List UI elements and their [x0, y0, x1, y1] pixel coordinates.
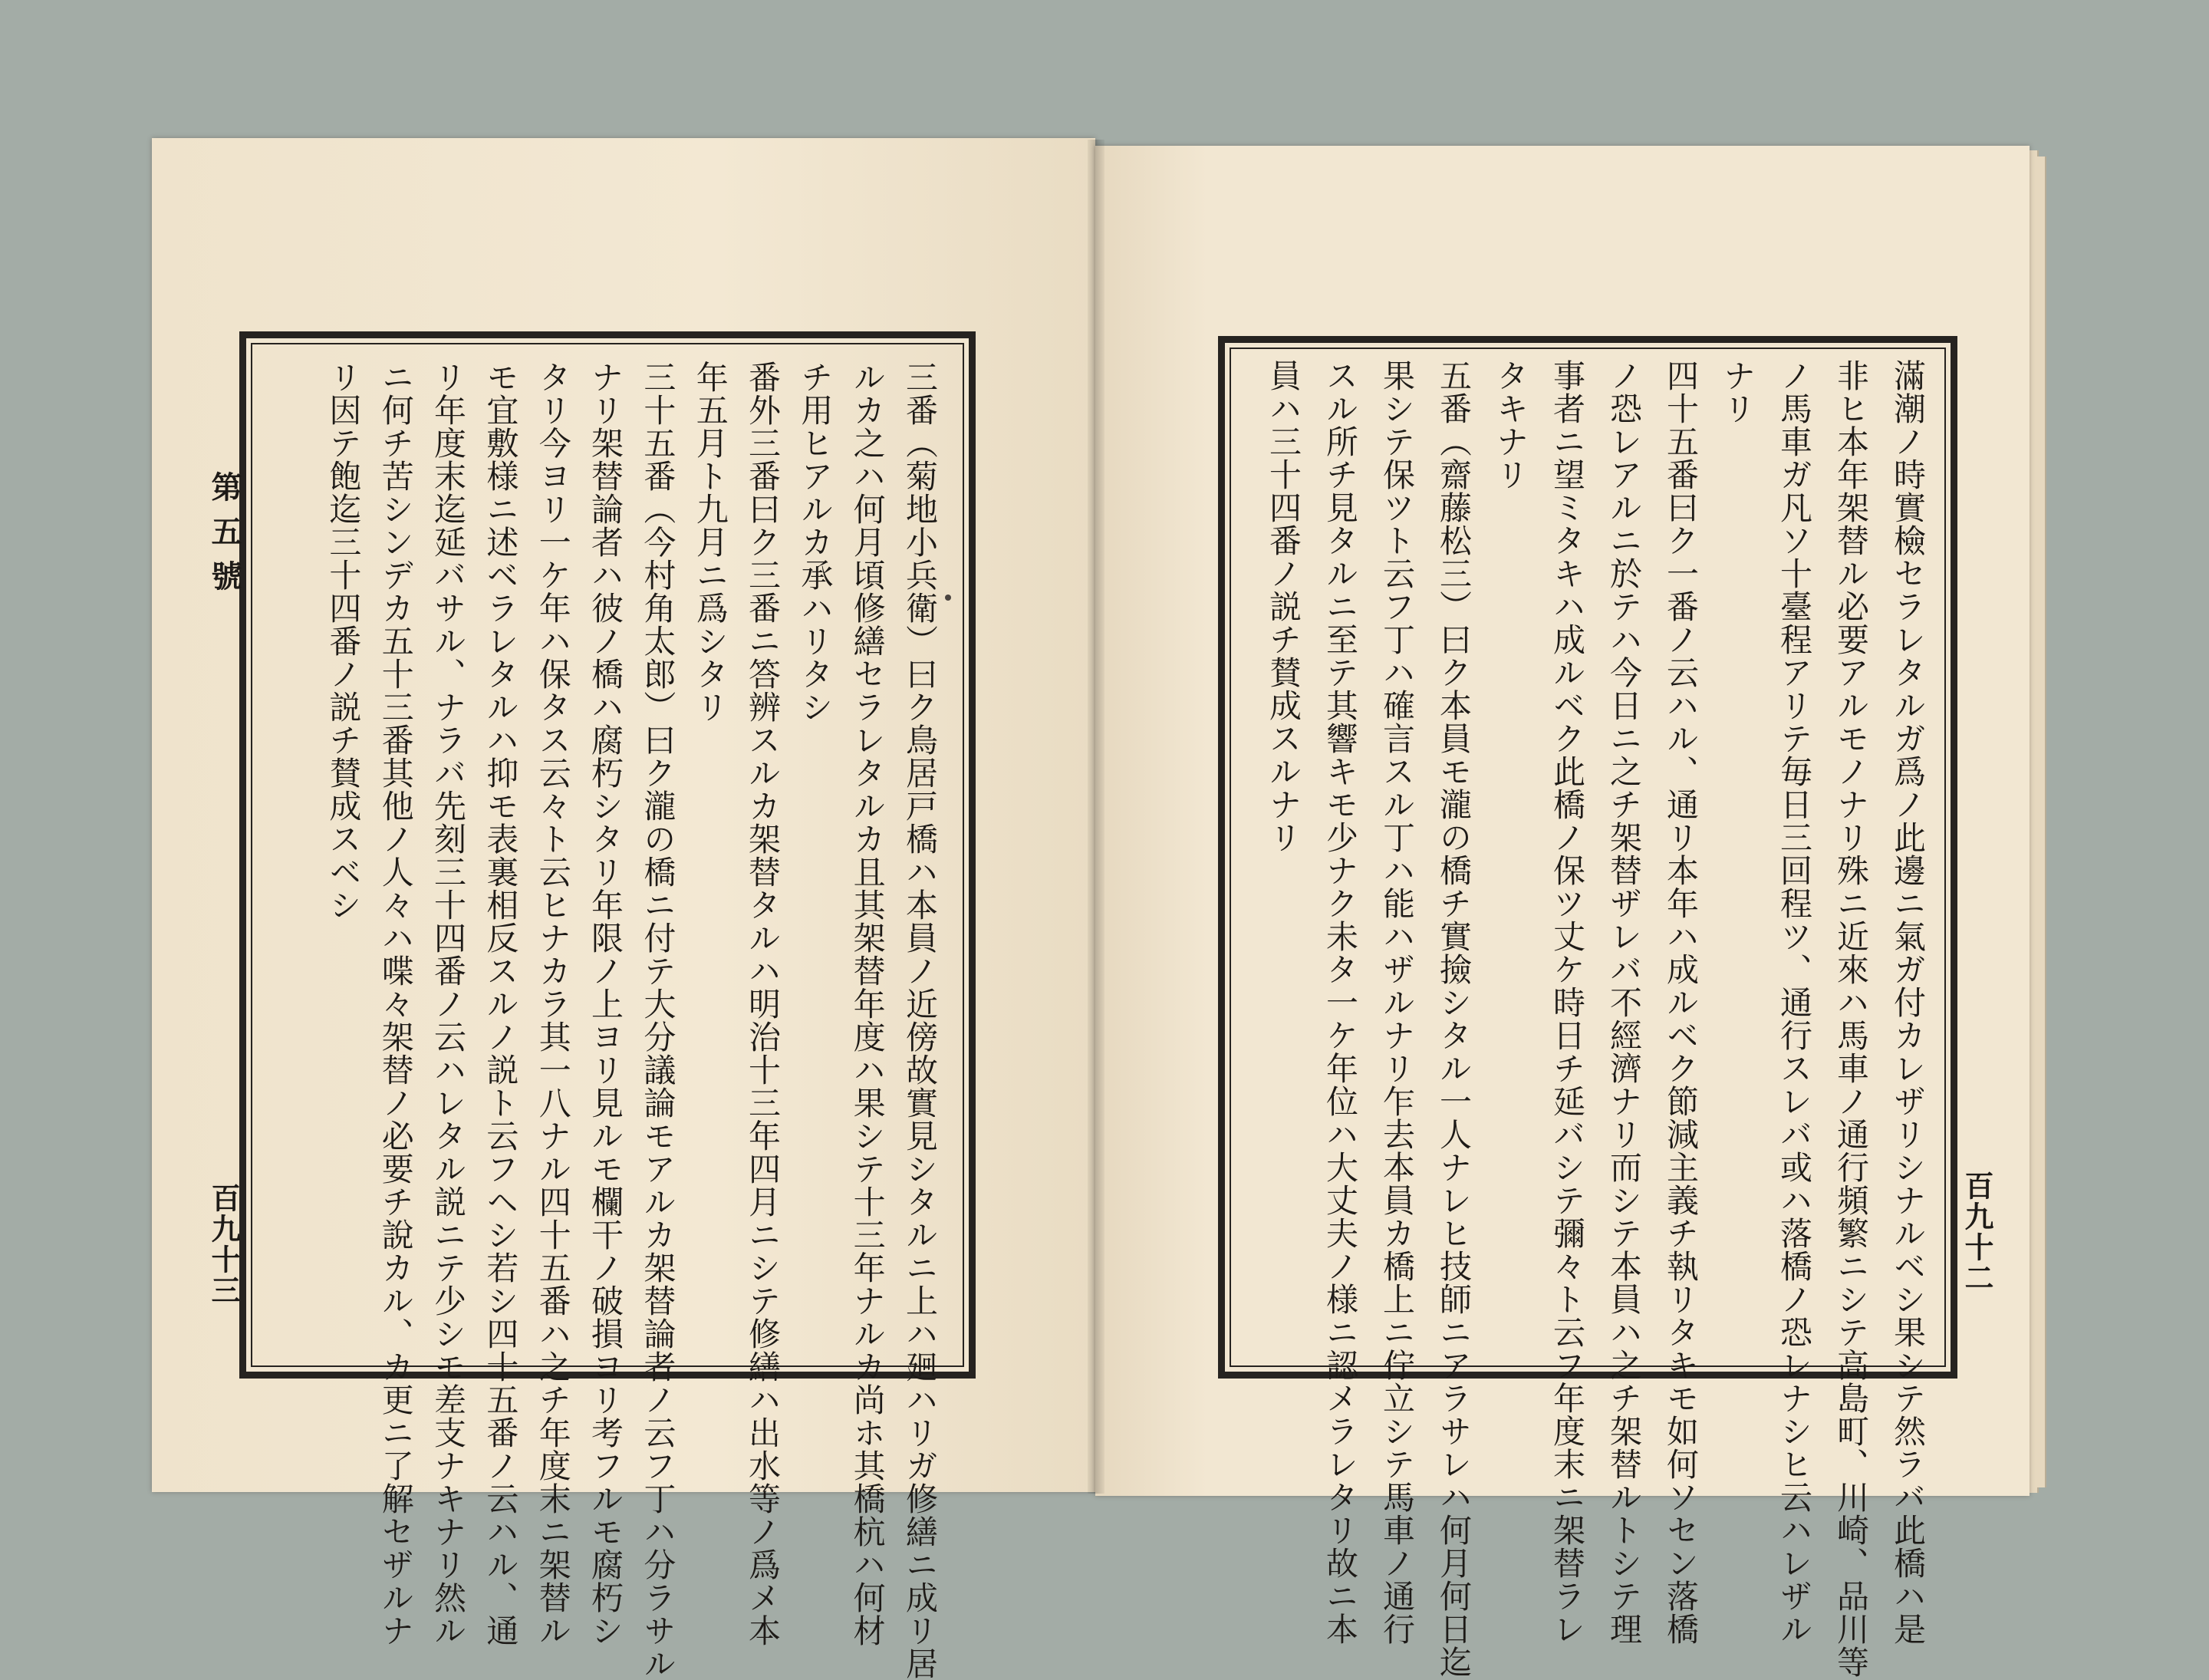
text-column: 四十五番曰ク一番ノ云ハル、通リ本年ハ成ルベク節減主義チ執リタキモ如何ソセン落橋: [1662, 359, 1700, 1645]
text-column: 三番（菊地小兵衛）曰ク鳥居戸橋ハ本員ノ近傍故實見シタルニ上ハ廻ハリガ修繕ニ成リ居: [901, 361, 939, 1680]
text-column: 年五月ト九月ニ爲シタリ: [691, 361, 729, 723]
text-column: 非ヒ本年架替ル必要アルモノナリ殊ニ近來ハ馬車ノ通行頻繁ニシテ高島町、川崎、品川等: [1832, 359, 1870, 1678]
text-column: モ宜敷様ニ述ベラレタルハ抑モ表裏相反スルノ説ト云フヘシ若シ四十五番ノ云ハル、通: [482, 361, 520, 1647]
text-column: タリ今ヨリ一ケ年ハ保タス云々ト云ヒナカラ其一八ナル四十五番ハ之チ年度末ニ架替ル: [534, 361, 572, 1647]
text-column: ノ恐レアルニ於テハ今日ニ之チ架替ザレバ不經濟ナリ而シテ本員ハ之チ架替ルトシテ理: [1605, 359, 1643, 1645]
text-column: ニ何チ苦シンデカ五十三番其他ノ人々ハ喋々架替ノ必要チ說カル、カ更ニ了解セザルナ: [377, 361, 415, 1647]
text-column: ナリ: [1719, 359, 1756, 425]
text-column: ナリ架替論者ハ彼ノ橋ハ腐朽シタリ年限ノ上ヨリ見ルモ欄干ノ破損ヨリ考フルモ腐朽シ: [587, 361, 625, 1647]
text-column: 員ハ三十四番ノ説チ賛成スルナリ: [1265, 359, 1302, 854]
right-page-text: [1236, 359, 1927, 1678]
page-stack-edge: [2037, 156, 2046, 1487]
text-column: ルカ之ハ何月頃修繕セラレタルカ且其架替年度ハ果シテ十三年ナルカ尚ホ其橋杭ハ何材: [848, 361, 887, 1647]
ink-speck: [945, 595, 951, 601]
text-column: スル所チ見タルニ至テ其響キモ少ナク未タ一ケ年位ハ大丈夫ノ様ニ認メラレタリ故ニ本: [1322, 359, 1359, 1645]
text-column: リ年度末迄延バサル、ナラバ先刻三十四番ノ云ハレタル説ニテ少シモ差支ナキナリ然ル: [430, 361, 468, 1647]
page-number-left: 百九十三: [206, 1183, 241, 1306]
text-column: 果シテ保ツト云フ丁ハ確言スル丁ハ能ハザルナリ乍去本員カ橋上ニ佇立シテ馬車ノ通行: [1378, 359, 1416, 1645]
text-column: タキナリ: [1492, 359, 1529, 491]
book-gutter: [1088, 140, 1104, 1494]
page-number-right: 百九十二: [1960, 1171, 1994, 1293]
text-column: 番外三番曰ク三番ニ答辨スルカ架替タルハ明治十三年四月ニシテ修繕ハ出水等ノ爲メ本: [744, 361, 782, 1647]
text-column: チ用ヒアルカ承ハリタシ: [796, 361, 835, 723]
text-column: 三十五番（今村角太郎）曰ク瀧の橋ニ付テ大分議論モアルカ架替論者ノ云フ丁ハ分ラサル: [639, 361, 677, 1680]
text-column: ノ馬車ガ凡ソ十臺程アリテ毎日三回程ツ、通行スレバ或ハ落橋ノ恐レナシヒ云ハレザル: [1776, 359, 1813, 1645]
issue-number-label: 第五號: [206, 471, 242, 604]
left-page-text: [310, 361, 939, 1680]
text-column: 滿潮ノ時實檢セラレタルガ爲ノ此邊ニ氣ガ付カレザリシナルベシ果シテ然ラバ此橋ハ是: [1889, 359, 1927, 1645]
text-column: 事者ニ望ミタキハ成ルベク此橋ノ保ツ丈ケ時日チ延バシテ彌々ト云フ年度末ニ架替ラレ: [1549, 359, 1586, 1645]
text-column: 五番（齋藤松三）曰ク本員モ瀧の橋チ實撿シタル一人ナレヒ技師ニアラサレハ何月何日迄: [1435, 359, 1473, 1678]
text-column: リ因テ飽迄三十四番ノ説チ賛成スベシ: [324, 361, 363, 921]
